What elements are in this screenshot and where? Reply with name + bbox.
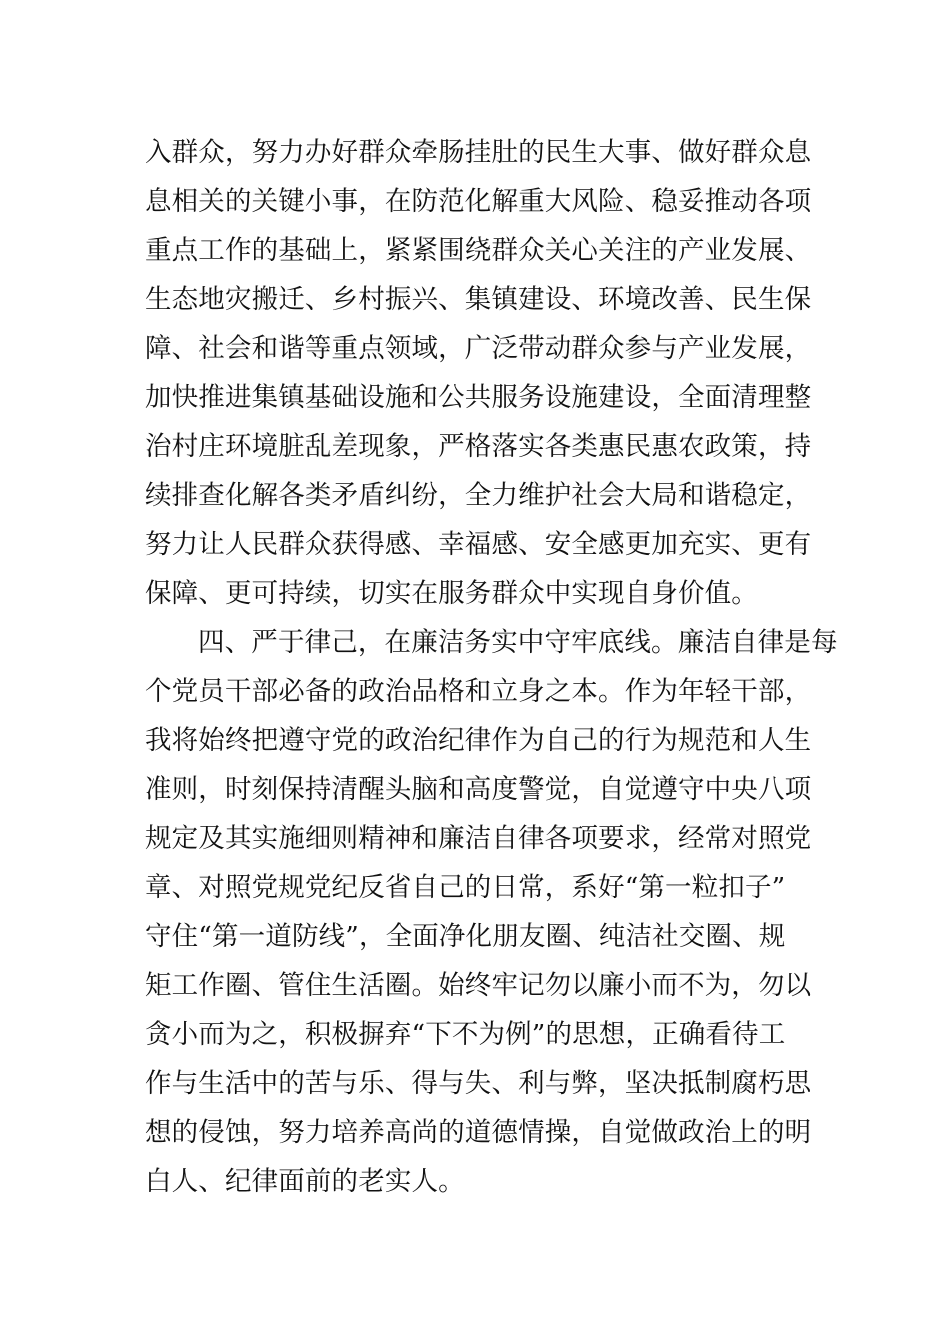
text-line: 入群众，努力办好群众牵肠挂肚的民生大事、做好群众息 — [145, 137, 812, 168]
text-line: 四、严于律己，在廉洁务实中守牢底线。廉洁自律是每 — [198, 627, 838, 658]
text-line: 矩工作圈、管住生活圈。始终牢记勿以廉小而不为，勿以 — [145, 970, 812, 1001]
text-line: 息相关的关键小事，在防范化解重大风险、稳妥推动各项 — [145, 186, 812, 217]
text-line: 重点工作的基础上，紧紧围绕群众关心关注的产业发展、 — [145, 235, 812, 266]
text-line: 想的侵蚀，努力培养高尚的道德情操，自觉做政治上的明 — [145, 1117, 812, 1148]
text-line: 作与生活中的苦与乐、得与失、利与弊，坚决抵制腐朽思 — [145, 1068, 812, 1099]
paragraph-2 — [145, 618, 838, 1206]
text-line: 保障、更可持续，切实在服务群众中实现自身价值。 — [145, 578, 758, 609]
text-line: 生态地灾搬迁、乡村振兴、集镇建设、环境改善、民生保 — [145, 284, 812, 315]
body-text — [145, 128, 838, 1206]
text-line: 准则，时刻保持清醒头脑和高度警觉，自觉遵守中央八项 — [145, 774, 812, 805]
text-line: 章、对照党规党纪反省自己的日常，系好“第一粒扣子” — [145, 872, 786, 903]
text-line: 我将始终把遵守党的政治纪律作为自己的行为规范和人生 — [145, 725, 812, 756]
text-line: 续排查化解各类矛盾纠纷，全力维护社会大局和谐稳定， — [145, 480, 812, 511]
text-line: 障、社会和谐等重点领域，广泛带动群众参与产业发展， — [145, 333, 812, 364]
text-line: 个党员干部必备的政治品格和立身之本。作为年轻干部， — [145, 676, 812, 707]
text-line: 贪小而为之，积极摒弃“下不为例”的思想，正确看待工 — [145, 1019, 786, 1050]
text-line: 白人、纪律面前的老实人。 — [145, 1166, 465, 1197]
text-line: 努力让人民群众获得感、幸福感、安全感更加充实、更有 — [145, 529, 812, 560]
text-line: 治村庄环境脏乱差现象，严格落实各类惠民惠农政策，持 — [145, 431, 812, 462]
paragraph-1 — [145, 128, 812, 618]
text-line: 加快推进集镇基础设施和公共服务设施建设，全面清理整 — [145, 382, 812, 413]
text-line: 规定及其实施细则精神和廉洁自律各项要求，经常对照党 — [145, 823, 812, 854]
text-line: 守住“第一道防线”，全面净化朋友圈、纯洁社交圈、规 — [145, 921, 786, 952]
